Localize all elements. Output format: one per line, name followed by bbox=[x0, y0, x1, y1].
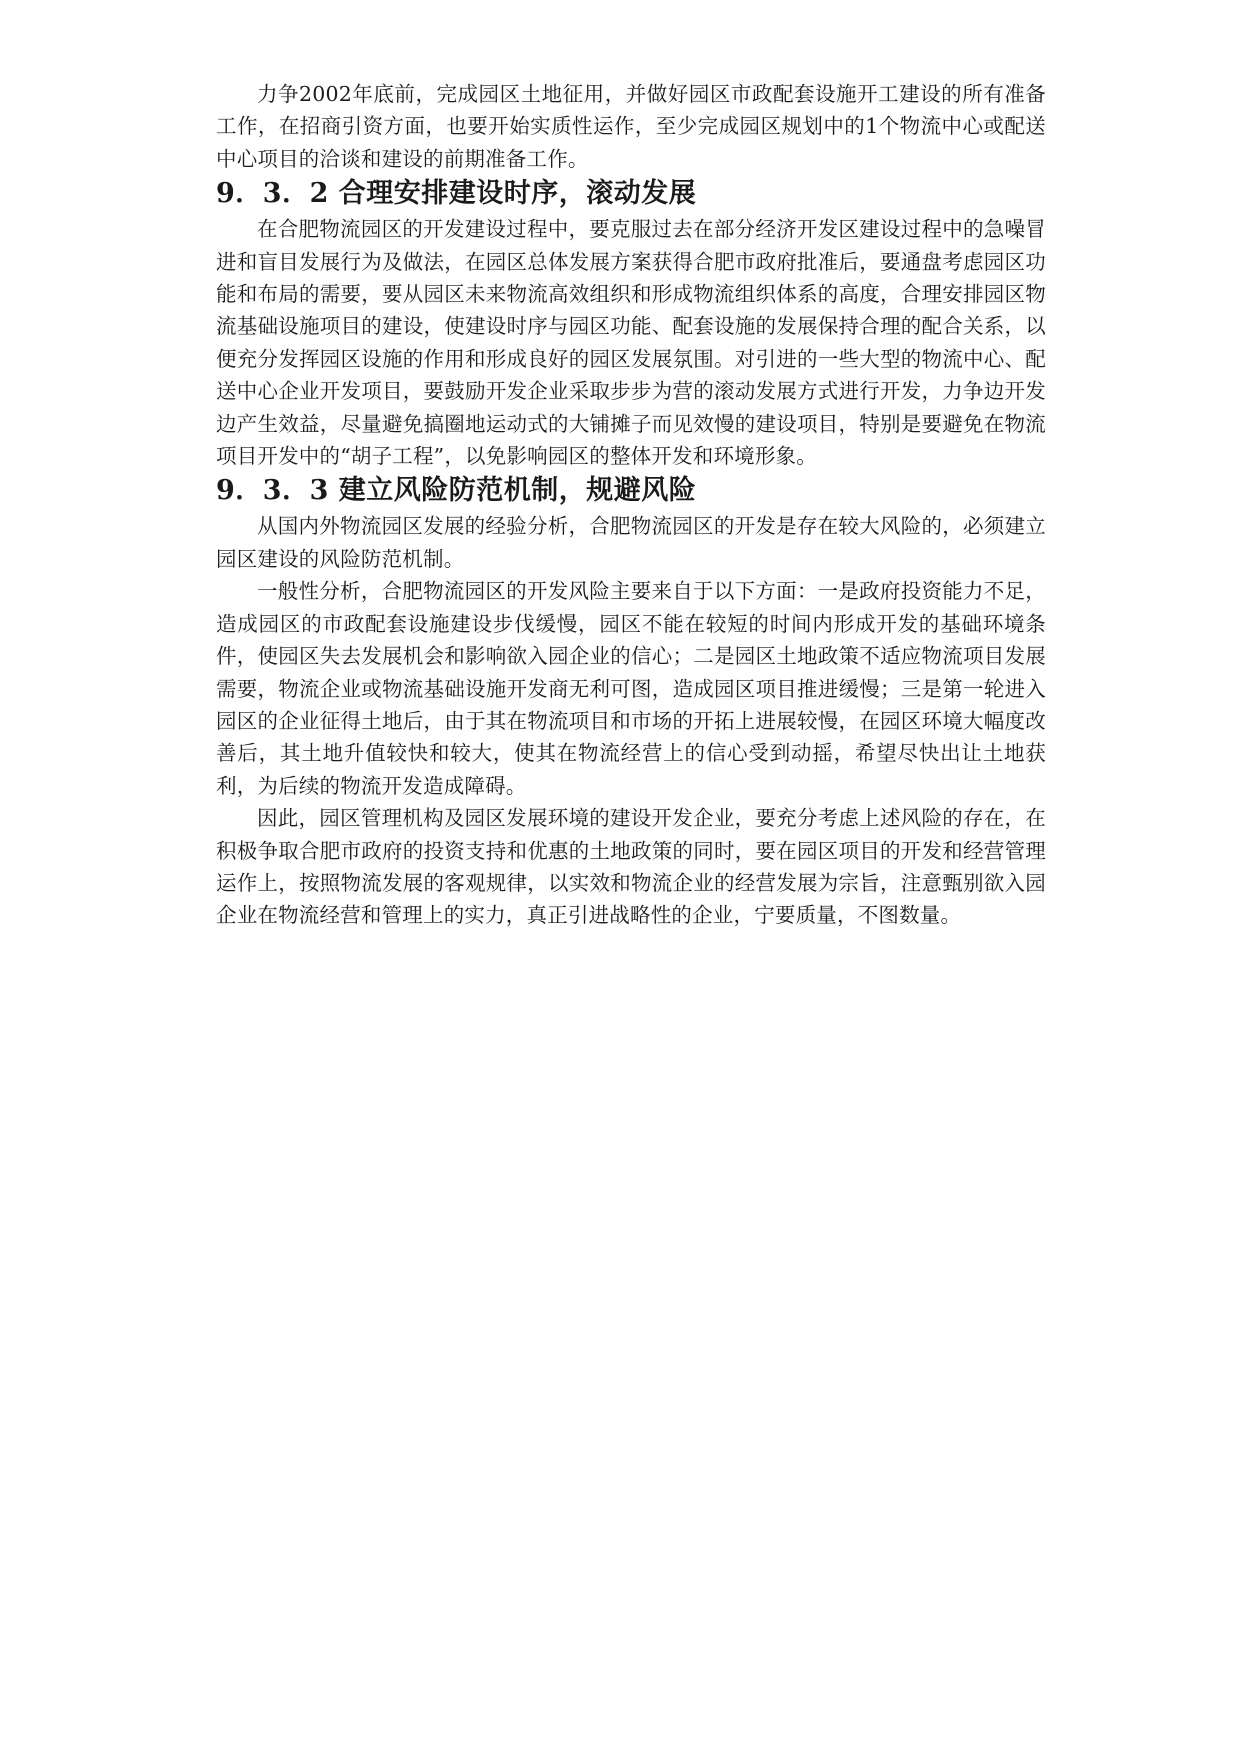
document-page bbox=[216, 78, 1046, 932]
paragraph-9-3-2-1: 在合肥物流园区的开发建设过程中，要克服过去在部分经济开发区建设过程中的急噪冒进和盲目发展行为及做法，在园区总体发展方案获得合肥市政府批准后，要通盘考虑园区功能和布局的需要，要从园区未来物流高效组织和形成物流组织体系的高度，合理安排园区物流基础设施项目的建设，使建设时序与园区功能、配套设施的发展保持合理的配合关系，以便充分发挥园区设施的作用和形成良好的园区发展氛围。对引进的一些大型的物流中心、配送中心企业开发项目，要鼓励开发企业采取步步为营的滚动发展方式进行开发，力争边开发边产生效益，尽量避免搞圈地运动式的大铺摊子而见效慢的建设项目，特别是要避免在物流项目开发中的“胡子工程”，以免影响园区的整体开发和环境形象。 bbox=[216, 217, 1046, 469]
paragraph-9-3-3-3: 因此，园区管理机构及园区发展环境的建设开发企业，要充分考虑上述风险的存在，在积极争取合肥市政府的投资支持和优惠的土地政策的同时，要在园区项目的开发和经营管理运作上，按照物流发展的客观规律，以实效和物流企业的经营发展为宗旨，注意甄别欲入园企业在物流经营和管理上的实力，真正引进战略性的企业，宁要质量，不图数量。 bbox=[216, 806, 1046, 928]
paragraph-9-3-3-1: 从国内外物流园区发展的经验分析，合肥物流园区的开发是存在较大风险的，必须建立园区建设的风险防范机制。 bbox=[216, 514, 1046, 571]
paragraph-9-3-3-2: 一般性分析，合肥物流园区的开发风险主要来自于以下方面：一是政府投资能力不足，造成园区的市政配套设施建设步伐缓慢，园区不能在较短的时间内形成开发的基础环境条件，使园区失去发展机会和影响欲入园企业的信心；二是园区土地政策不适应物流项目发展需要，物流企业或物流基础设施开发商无利可图，造成园区项目推进缓慢；三是第一轮进入园区的企业征得土地后，由于其在物流项目和市场的开拓上进展较慢，在园区环境大幅度改善后，其土地升值较快和较大，使其在物流经营上的信心受到动摇，希望尽快出让土地获利，为后续的物流开发造成障碍。 bbox=[216, 579, 1046, 798]
paragraph-intro: 力争2002年底前，完成园区土地征用，并做好园区市政配套设施开工建设的所有准备工作，在招商引资方面，也要开始实质性运作，至少完成园区规划中的1个物流中心或配送中心项目的洽谈和建设的前期准备工作。 bbox=[216, 82, 1046, 171]
section-heading-9-3-3: 9．3．3 建立风险防范机制，规避风险 bbox=[216, 475, 697, 507]
section-heading-9-3-2: 9．3．2 合理安排建设时序，滚动发展 bbox=[216, 178, 697, 210]
